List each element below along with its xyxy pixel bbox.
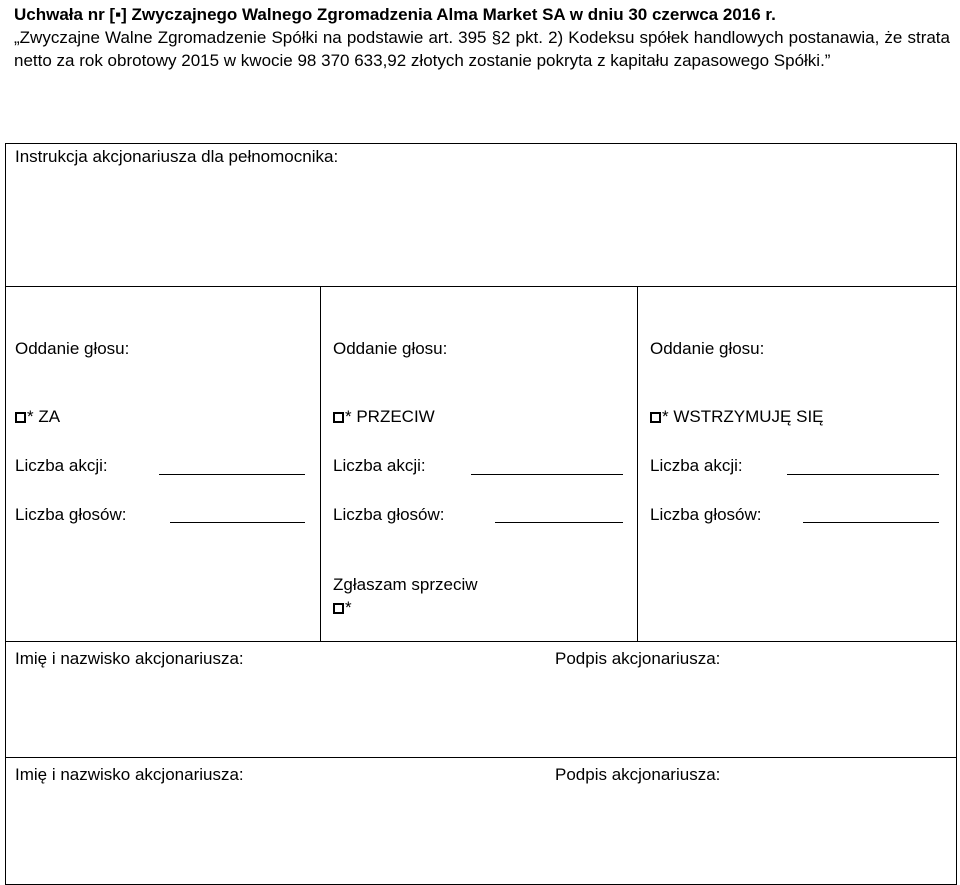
checkbox-objection[interactable] [333, 603, 344, 614]
form-border-top [5, 143, 957, 144]
vote-option-abstain-label: * WSTRZYMUJĘ SIĘ [662, 407, 824, 426]
votes-divider [5, 641, 957, 642]
checkbox-against[interactable] [333, 412, 344, 423]
votes-label-against: Liczba głosów: [333, 505, 445, 524]
instruction-label: Instrukcja akcjonariusza dla pełnomocnika: [15, 147, 339, 166]
votes-field-abstain[interactable] [803, 522, 939, 523]
instruction-divider [5, 286, 957, 287]
shares-field-against[interactable] [471, 474, 623, 475]
vote-header-abstain: Oddanie głosu: [650, 339, 765, 358]
votes-label-abstain: Liczba głosów: [650, 505, 762, 524]
column-divider-1 [320, 286, 321, 642]
shares-label-for: Liczba akcji: [15, 456, 108, 475]
shares-field-for[interactable] [159, 474, 305, 475]
objection-label: Zgłaszam sprzeciw [333, 575, 478, 594]
objection-option-label: * [345, 598, 352, 617]
votes-field-for[interactable] [170, 522, 305, 523]
vote-option-against[interactable] [333, 407, 435, 427]
vote-option-for[interactable] [15, 407, 60, 427]
proxy-instruction-form [5, 143, 957, 885]
shareholder-signature-label-2: Podpis akcjonariusza: [555, 765, 721, 784]
form-border-right [956, 143, 957, 885]
vote-header-against: Oddanie głosu: [333, 339, 448, 358]
checkbox-for[interactable] [15, 412, 26, 423]
vote-header-for: Oddanie głosu: [15, 339, 130, 358]
vote-option-abstain[interactable] [650, 407, 824, 427]
shareholder-name-label-2: Imię i nazwisko akcjonariusza: [15, 765, 244, 784]
shareholder-signature-label-1: Podpis akcjonariusza: [555, 649, 721, 668]
vote-option-for-label: * ZA [27, 407, 61, 426]
votes-field-against[interactable] [495, 522, 623, 523]
shares-label-against: Liczba akcji: [333, 456, 426, 475]
resolution-body: „Zwyczajne Walne Zgromadzenie Spółki na podstawie art. 395 §2 pkt. 2) Kodeksu spółek handlowych postanawia, że strata netto za rok obrotowy 2015 w kwocie 98 370 633,92 złotych zostanie pokryta z kapitału zapasowego Spółki.” [14, 28, 950, 70]
form-border-left [5, 143, 6, 885]
shares-field-abstain[interactable] [787, 474, 939, 475]
vote-option-against-label: * PRZECIW [345, 407, 435, 426]
shareholder-name-label-1: Imię i nazwisko akcjonariusza: [15, 649, 244, 668]
column-divider-2 [637, 286, 638, 642]
resolution-text-block [14, 3, 950, 72]
shares-label-abstain: Liczba akcji: [650, 456, 743, 475]
objection-option[interactable] [333, 598, 352, 618]
resolution-title: Uchwała nr [▪] Zwyczajnego Walnego Zgromadzenia Alma Market SA w dniu 30 czerwca 2016 r. [14, 5, 776, 24]
checkbox-abstain[interactable] [650, 412, 661, 423]
signature-divider [5, 757, 957, 758]
votes-label-for: Liczba głosów: [15, 505, 127, 524]
